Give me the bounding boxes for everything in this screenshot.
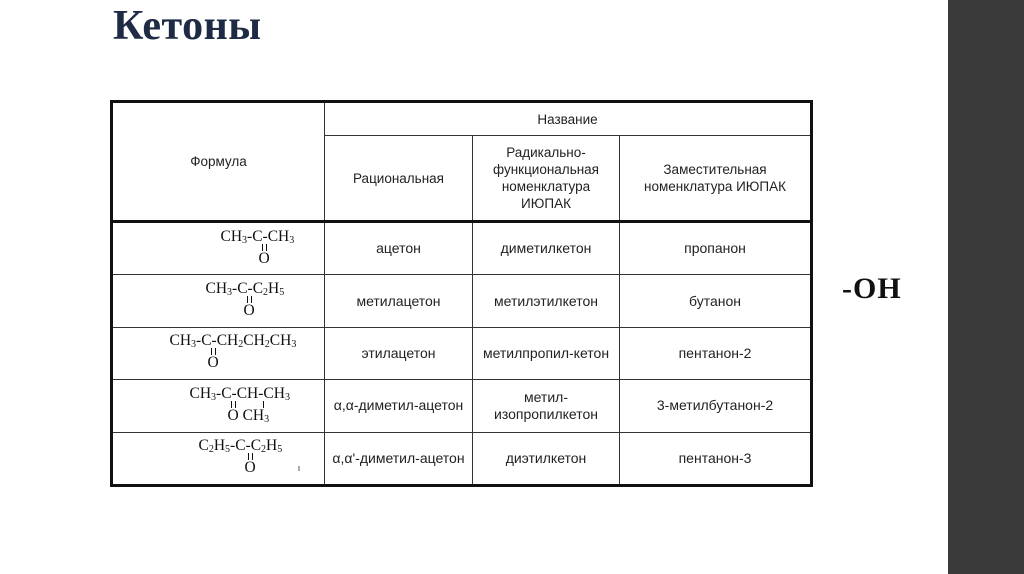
table-row — [112, 327, 812, 379]
formula-cell — [112, 222, 325, 275]
hydroxyl-label: -OH — [842, 272, 902, 305]
rational-header: Рациональная — [325, 136, 473, 222]
radical-cell: диметилкетон — [473, 222, 620, 275]
substitutive-cell: бутанон — [620, 275, 812, 327]
formula-cell — [112, 432, 325, 485]
table-row — [112, 380, 812, 432]
table-row — [112, 432, 812, 485]
side-bar — [948, 0, 1024, 574]
substitutive-cell: пропанон — [620, 222, 812, 275]
rational-cell: α,α-диметил-ацетон — [325, 380, 473, 432]
radical-cell: метилэтилкетон — [473, 275, 620, 327]
formula-methylbutanone — [190, 382, 320, 426]
substitutive-cell: пентанон-2 — [620, 327, 812, 379]
radical-cell: метилпропил-кетон — [473, 327, 620, 379]
formula-sub: O $CH_3$ — [227, 406, 270, 425]
formula-sub: O — [244, 459, 256, 477]
formula-sub: O — [243, 302, 255, 320]
rational-cell: метилацетон — [325, 275, 473, 327]
formula-cell — [112, 380, 325, 432]
formula-main: $CH_3-C-CH_3$ — [220, 227, 295, 246]
rational-cell: α,α'-диметил-ацетон — [325, 432, 473, 485]
radical-cell: метил-изопропилкетон — [473, 380, 620, 432]
radical-header: Радикально-функциональная номенклатура ИЮПАК — [473, 136, 620, 222]
formula-main: $CH_3-C-CH_2CH_2CH_3$ — [169, 332, 297, 351]
radical-cell: диэтилкетон — [473, 432, 620, 485]
substitutive-cell: пентанон-3 — [620, 432, 812, 485]
formula-acetone — [221, 225, 321, 269]
formula-main: $CH_3-C-CH-CH_3$ — [189, 384, 290, 403]
substitutive-cell: 3-метилбутанон-2 — [620, 380, 812, 432]
rational-cell: этилацетон — [325, 327, 473, 379]
substitutive-header: Заместительная номенклатура ИЮПАК — [620, 136, 812, 222]
table-row — [112, 222, 812, 275]
name-header: Название — [325, 102, 812, 136]
rational-cell: ацетон — [325, 222, 473, 275]
formula-pentanone-2 — [170, 329, 340, 373]
header-row — [112, 102, 812, 136]
scan-speck — [298, 466, 300, 471]
formula-main: $C_2H_5-C-C_2H_5$ — [198, 437, 283, 456]
formula-sub: O — [258, 249, 270, 267]
formula-header: Формула — [112, 102, 325, 222]
slide-title: Кетоны — [113, 3, 262, 49]
ketones-table — [110, 100, 813, 487]
formula-cell — [112, 275, 325, 327]
formula-main: $CH_3-C-C_2H_5$ — [205, 280, 285, 299]
formula-butanone — [206, 277, 316, 321]
formula-pentanone-3 — [199, 434, 319, 478]
table-row — [112, 275, 812, 327]
formula-sub: O — [207, 354, 219, 372]
formula-cell — [112, 327, 325, 379]
